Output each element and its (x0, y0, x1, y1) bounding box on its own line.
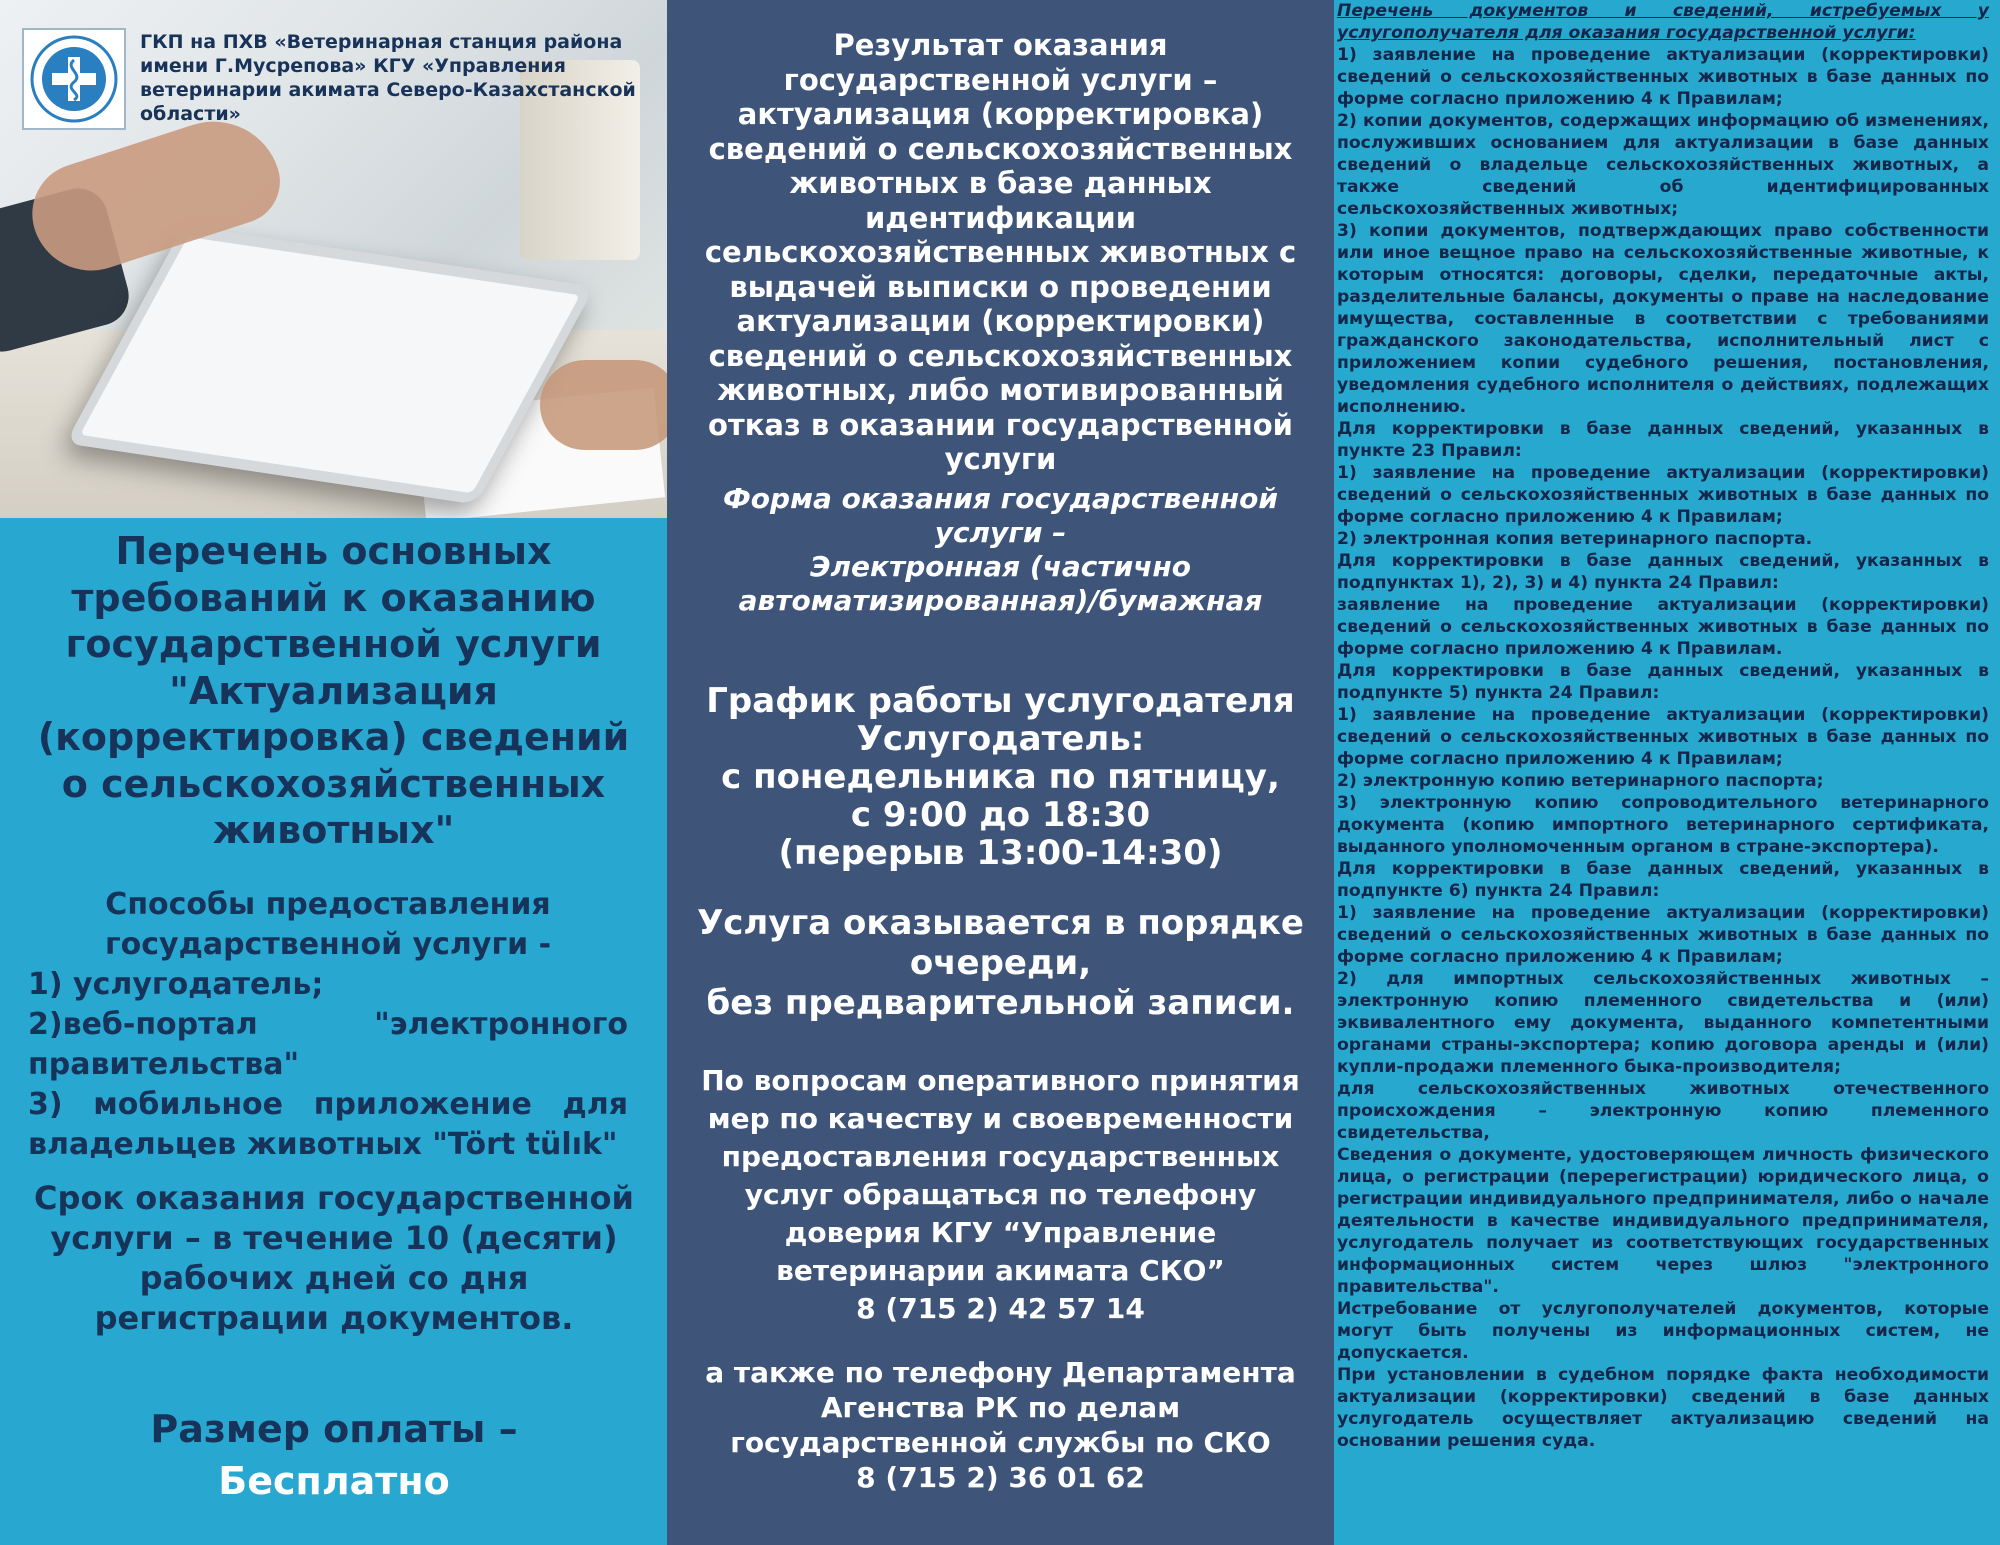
schedule-title: График работы услугодателя (706, 681, 1295, 721)
service-term: Срок оказания государственной услуги – в течение 10 (десяти) рабочих дней со дня регистрации документов. (34, 1179, 634, 1337)
schedule-break: (перерыв 13:00-14:30) (778, 833, 1223, 873)
service-methods (28, 885, 628, 1165)
method-item: 3) мобильное приложение для (28, 1087, 628, 1122)
method-item-cont: правительства" (28, 1047, 300, 1082)
schedule-subtitle: Услугодатель: (856, 719, 1145, 759)
doc-paragraph: При установлении в судебном порядке факта необходимости актуализации (корректировки) сведений в базе данных услугодатель осуществляет актуализацию сведений на основании решения суда. (1337, 1365, 1989, 1451)
organization-logo (22, 28, 126, 130)
doc-paragraph: Истребование от услугополучателей документов, которые могут быть получены из информационных систем, не допускается. (1337, 1299, 1989, 1363)
doc-paragraph: 1) заявление на проведение актуализации (корректировки) сведений о сельскохозяйственных животных в базе данных по форме согласно приложению 4 к Правилам; (1337, 903, 1989, 967)
service-result: Результат оказания государственной услуги – актуализация (корректировка) сведений о сельскохозяйственных животных в базе данных идентификации сельскохозяйственных животных с выдачей выписки о проведении актуализации (корректировки) сведений о сельскохозяйственных животных, либо мотивированный отказ в оказании государственной услуги (704, 28, 1297, 476)
form-label: Форма оказания государственной услуги – (723, 482, 1278, 549)
payment-block (28, 1403, 640, 1507)
documents-heading: Перечень документов и сведений, истребуемых у услугополучателя для оказания государственной услуги: (1337, 1, 1989, 43)
doc-paragraph: Сведения о документе, удостоверяющем личность физического лица, о регистрации (перерегистрации) юридического лица, о регистрации индивидуального предпринимателя, либо о начале деятельности в качестве индивидуального предпринимателя, услугодатель получает из соответствующих государственных информационных систем через шлюз "электронного правительства". (1337, 1145, 1989, 1297)
department-phone: 8 (715 2) 36 01 62 (856, 1461, 1145, 1494)
queue-notice (687, 903, 1314, 1023)
doc-paragraph: Для корректировки в базе данных сведений, указанных в подпунктах 1), 2), 3) и 4) пункта 24 Правил: (1337, 551, 1989, 593)
doc-paragraph: 3) электронную копию сопроводительного ветеринарного документа (копию импортного ветеринарного сертификата, выданного уполномоченным органом в стране-экспортера). (1337, 793, 1989, 857)
queue-line: Услуга оказывается в порядке очереди, (697, 903, 1304, 983)
doc-paragraph: 3) копии документов, подтверждающих право собственности или иное вещное право на сельскохозяйственные животные, к которым относятся: договоры, сделки, передаточные акты, разделительные балансы, документы о праве на наследование имущества, составленные в соответствии с требованиями гражданского законодательства, исполнительный лист с приложением копии судебного решения, постановления, уведомления судебного исполнителя о действиях, подлежащих исполнению. (1337, 221, 1989, 417)
payment-value: Бесплатно (218, 1459, 450, 1503)
middle-column (667, 0, 1334, 1545)
method-item: 2)веб-портал "электронного (28, 1007, 628, 1042)
doc-paragraph: Для корректировки в базе данных сведений, указанных в подпункте 6) пункта 24 Правил: (1337, 859, 1989, 901)
doc-paragraph: для сельскохозяйственных животных отечественного происхождения – электронную копию племенного свидетельства, (1337, 1079, 1989, 1143)
doc-paragraph: 2) копии документов, содержащих информацию об изменениях, послуживших основанием для актуализации в базе данных сведений о владельце сельскохозяйственных животных, а также сведений об идентифицированных сельскохозяйственных животных; (1337, 111, 1989, 219)
hotline-text: По вопросам оперативного принятия мер по качеству и своевременности предоставления государственных услуг обращаться по телефону доверия КГУ “Управление ветеринарии акимата СКО” (701, 1064, 1300, 1287)
doc-paragraph: 1) заявление на проведение актуализации (корректировки) сведений о сельскохозяйственных животных в базе данных по форме согласно приложению 4 к Правилам; (1337, 463, 1989, 527)
doc-paragraph: 1) заявление на проведение актуализации (корректировки) сведений о сельскохозяйственных животных в базе данных по форме согласно приложению 4 к Правилам; (1337, 705, 1989, 769)
service-form (687, 482, 1314, 618)
payment-label: Размер оплаты – (150, 1407, 518, 1451)
doc-paragraph: 1) заявление на проведение актуализации (корректировки) сведений о сельскохозяйственных животных в базе данных по форме согласно приложению 4 к Правилам; (1337, 45, 1989, 109)
doc-paragraph: 2) электронная копия ветеринарного паспорта. (1337, 529, 1813, 549)
method-item: 1) услугодатель; (28, 967, 324, 1002)
documents-list (1337, 0, 1989, 1452)
left-column (0, 0, 667, 1545)
doc-paragraph: заявление на проведение актуализации (корректировки) сведений о сельскохозяйственных животных в базе данных по форме согласно приложению 4 к Правилам. (1337, 595, 1989, 659)
methods-heading: Способы предоставления государственной услуги - (104, 887, 552, 962)
hotline-contact (687, 1062, 1314, 1328)
requirements-panel (0, 518, 667, 1545)
work-schedule (687, 682, 1314, 872)
doc-paragraph: Для корректировки в базе данных сведений, указанных в пункте 23 Правил: (1337, 419, 1989, 461)
method-item-cont: владельцев животных "Tört tülık" (28, 1127, 618, 1162)
organization-name: ГКП на ПХВ «Ветеринарная станция района имени Г.Мусрепова» КГУ «Управления ветеринарии акимата Северо-Казахстанской области» (140, 31, 636, 125)
hotline-phone: 8 (715 2) 42 57 14 (856, 1292, 1145, 1325)
department-text: а также по телефону Департамента Агенства РК по делам государственной службы по СКО (705, 1356, 1296, 1459)
schedule-hours: с 9:00 до 18:30 (850, 795, 1151, 835)
doc-paragraph: 2) электронную копию ветеринарного паспорта; (1337, 771, 1824, 791)
photo-hand-right (540, 360, 667, 450)
department-contact (687, 1355, 1314, 1495)
form-value: Электронная (частично автоматизированная)/бумажная (738, 550, 1263, 617)
requirements-title: Перечень основных требований к оказанию государственной услуги "Актуализация (корректировка) сведений о сельскохозяйственных животных" (37, 529, 630, 852)
doc-paragraph: Для корректировки в базе данных сведений, указанных в подпункте 5) пункта 24 Правил: (1337, 661, 1989, 703)
right-column (1334, 0, 2000, 1545)
schedule-days: с понедельника по пятницу, (721, 757, 1280, 797)
doc-paragraph: 2) для импортных сельскохозяйственных животных – электронную копию племенного свидетельства и (или) эквивалентного ему документа, выданного компетентными органами страны-экспортера; копию договора аренды и (или) купли-продажи племенного быка-производителя; (1337, 969, 1989, 1077)
queue-line: без предварительной записи. (706, 983, 1295, 1023)
